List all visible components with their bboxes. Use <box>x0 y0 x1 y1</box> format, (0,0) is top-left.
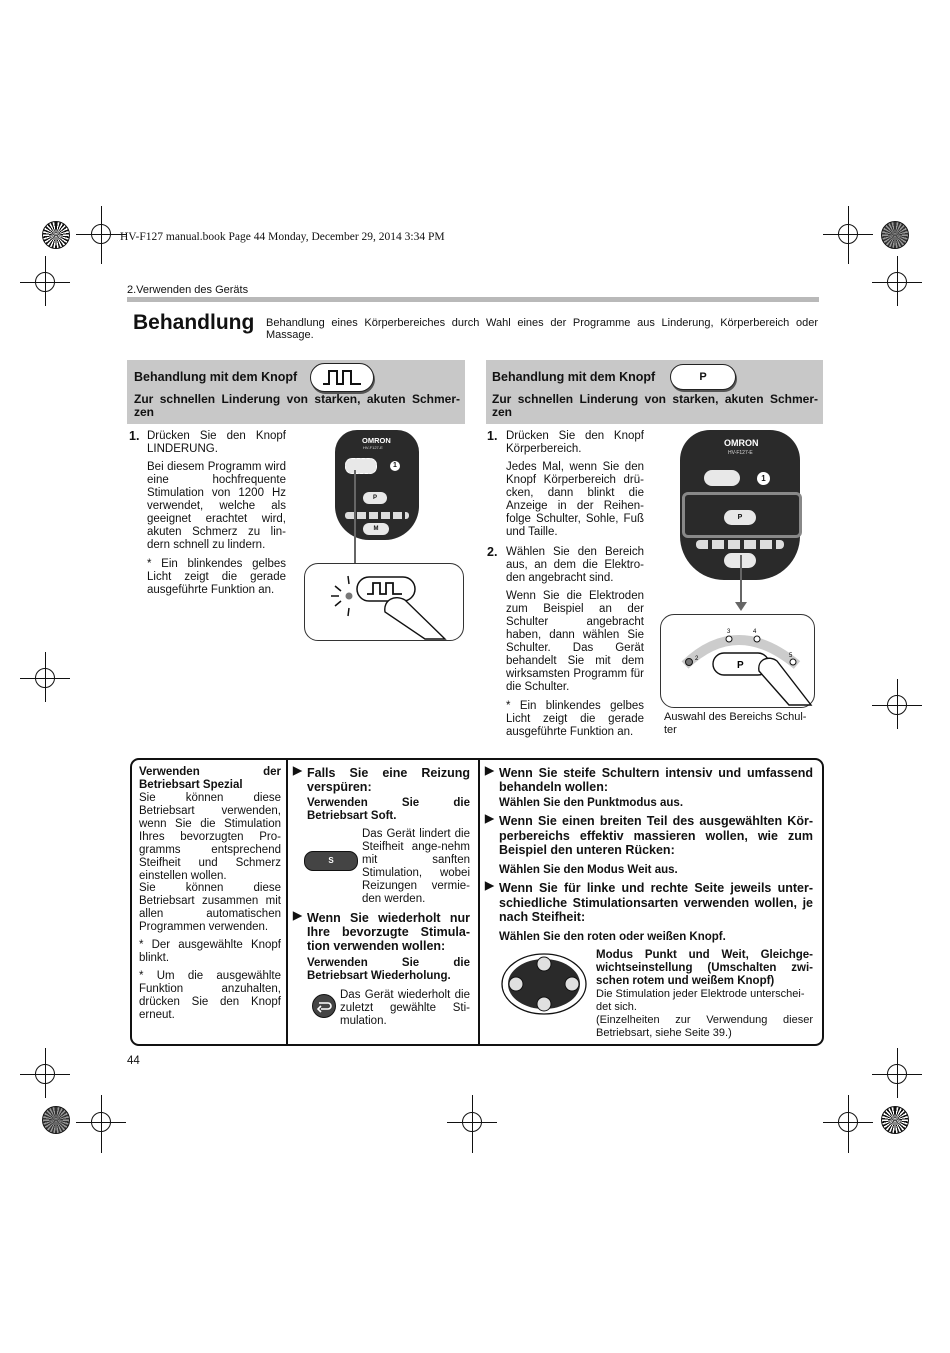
right-step2-heading: Wählen Sie den Bereich aus, an dem die Elektro-den angebracht sind. <box>506 546 644 584</box>
area-number-label: 5 <box>789 653 793 659</box>
pointer-arrowhead <box>735 602 747 611</box>
power-button <box>757 472 770 485</box>
arrow-icon: ▶ <box>485 813 494 825</box>
arrow-icon: ▶ <box>293 765 302 777</box>
illustration-caption: Auswahl des Bereichs Schul-ter <box>664 711 807 736</box>
right-step1-heading: Drücken Sie den Knopf Körperbereich. <box>506 430 644 455</box>
red-white-instruction: Wählen Sie den roten oder weißen Knopf. <box>499 931 726 943</box>
p-button-small <box>724 510 756 525</box>
registration-sunburst <box>881 1106 909 1134</box>
left-box-subtitle: Zur schnellen Linderung von starken, akuten Schmer-zen <box>134 392 460 419</box>
right-box-subtitle: Zur schnellen Linderung von starken, akuten Schmer-zen <box>492 392 818 419</box>
area-number-label: 4 <box>753 629 757 635</box>
intro-text: Behandlung eines Körperbereiches durch Wahl eines der Programme aus Linderung, Körperbereich oder Massage. <box>266 317 818 341</box>
registration-sunburst <box>881 221 909 249</box>
special-mode-note: * Um die ausgewählte Funktion anzuhalten, drücken Sie den Knopf erneut. <box>139 970 281 1021</box>
arrow-icon: ▶ <box>485 880 494 892</box>
power-label: 1 <box>393 462 397 469</box>
right-note: * Ein blinkendes gelbes Licht zeigt die gerade ausgeführte Funktion an. <box>506 700 644 738</box>
power-button <box>390 461 400 471</box>
stiff-shoulders-heading: Wenn Sie steife Schultern intensiv und umfassend behandeln wollen: <box>499 766 813 794</box>
pointer-arrow <box>740 555 742 605</box>
left-note: * Ein blinkendes gelbes Licht zeigt die gerade ausgeführte Funktion an. <box>147 558 286 596</box>
linderung-button-small <box>704 470 740 486</box>
special-mode-text: Sie können diese Betriebsart zusammen mit allen automatischen Programmen verwenden. <box>139 882 281 933</box>
brand-logo: OMRON <box>362 436 391 445</box>
model-label: HV-F127-E <box>363 445 383 450</box>
arrow-icon: ▶ <box>485 765 494 777</box>
remote-control-illustration <box>335 430 419 540</box>
area-number-label: 3 <box>727 629 731 635</box>
page-number: 44 <box>127 1055 140 1067</box>
left-step1-heading: Drücken Sie den Knopf LINDERUNG. <box>147 430 286 455</box>
brand-logo: OMRON <box>724 438 759 448</box>
registration-sunburst <box>42 221 70 249</box>
power-label: 1 <box>761 474 766 483</box>
repeat-mode-text: Das Gerät wiederholt die zuletzt gewählte Sti-mulation. <box>340 989 470 1027</box>
file-info-line: HV-F127 manual.book Page 44 Monday, December 29, 2014 3:34 PM <box>120 231 445 243</box>
mode-description-reference: (Einzelheiten zur Verwendung dieser Betriebsart, siehe Seite 39.) <box>596 1014 813 1039</box>
p-button-label: P <box>699 371 707 383</box>
pointer-arrow <box>354 470 356 570</box>
page-title: Behandlung <box>133 311 255 334</box>
soft-mode-text <box>307 828 470 906</box>
button-press-illustration <box>304 563 464 641</box>
mode-buttons-row <box>696 540 784 549</box>
body-part-button-icon <box>670 364 736 390</box>
column-divider <box>478 760 480 1044</box>
soft-mode-instruction: Verwenden Sie die Betriebsart Soft. <box>307 797 470 822</box>
arrow-icon: ▶ <box>293 910 302 922</box>
repeat-heading: Wenn Sie wiederholt nur Ihre bevorzugte Stimula-tion verwenden wollen: <box>307 911 470 953</box>
registration-sunburst <box>42 1106 70 1134</box>
left-step1-number: 1. <box>129 429 140 443</box>
special-mode-heading: Verwenden der Betriebsart Spezial <box>139 766 281 791</box>
p-button-small <box>363 492 387 504</box>
repeat-mode-instruction: Verwenden Sie die Betriebsart Wiederholung. <box>307 957 470 982</box>
right-step1-number: 1. <box>487 429 498 443</box>
mode-description-heading: Modus Punkt und Weit, Gleichge-wichtseinstellung (Umschalten zwi-schen rotem und weißem Knopf) <box>596 949 813 987</box>
left-right-heading: Wenn Sie für linke und rechte Seite jeweils unter-schiedliche Stimulationsarten verwenden wollen, je nach Steifheit: <box>499 881 813 924</box>
m-button-small <box>363 523 389 535</box>
p-label-small: P <box>372 495 377 501</box>
special-mode-note: * Der ausgewählte Knopf blinkt. <box>139 939 281 964</box>
tips-box <box>130 758 824 1046</box>
left-heading-box <box>127 360 465 424</box>
mode-dial-illustration <box>500 952 588 1016</box>
irritation-heading: Falls Sie eine Reizung verspüren: <box>307 766 470 794</box>
left-step1-body: Bei diesem Programm wird eine hochfrequente Stimulation von 1200 Hz verwendet, welche als geeignet erachtet wird, akuten Schmerz zu lin-dern schnell zu lindern. <box>147 461 286 551</box>
point-mode-instruction: Wählen Sie den Punktmodus aus. <box>499 797 684 809</box>
wide-mode-instruction: Wählen Sie den Modus Weit aus. <box>499 864 678 876</box>
soft-button-label: S <box>328 856 334 865</box>
right-step1-body: Jedes Mal, wenn Sie den Knopf Körperbereich drü-cken, dann blinkt die Anzeige in der Reihen-folge Schulter, Sohle, Fuß und Taille. <box>506 461 644 538</box>
linderung-button-small <box>345 458 377 474</box>
wide-area-heading: Wenn Sie einen breiten Teil des ausgewählten Kör-perbereichs effektiv massieren wollen, wie zum Beispiel den unteren Rücken: <box>499 814 813 857</box>
right-heading-box <box>486 360 823 424</box>
p-label-small: P <box>737 514 743 521</box>
right-box-title: Behandlung mit dem Knopf <box>492 370 656 384</box>
right-step2-body: Wenn Sie die Elektroden zum Beispiel an der Schulter angebracht haben, dann wählen Sie Schulter. Das Gerät behandelt Sie mit dem wirksamsten Programm für die Schulter. <box>506 590 644 693</box>
area-number-label: 2 <box>695 656 699 662</box>
right-step2-number: 2. <box>487 545 498 559</box>
column-divider <box>286 760 288 1044</box>
soft-mode-text-body: Das Gerät lindert die Steifheit ange-nehm mit sanften Stimulation, wobei Reizungen vermie-den werden. <box>362 828 470 905</box>
mode-description-text: Die Stimulation jeder Elektrode unterschei-det sich. <box>596 988 805 1013</box>
model-label: HV-F127-E <box>728 450 753 456</box>
p-button-glyph: P <box>737 660 744 671</box>
section-heading: 2.Verwenden des Geräts <box>127 284 249 296</box>
special-mode-text: Sie können diese Betriebsart verwenden, wenn Sie die Stimulation Ihres bevorzugten Pro-gramms entsprechend Steifheit und Schmerz einstellen wollen. <box>139 792 281 882</box>
repeat-button-icon <box>312 994 336 1018</box>
linderung-button-icon <box>310 363 374 392</box>
header-rule <box>127 297 819 302</box>
m-label-small: M <box>373 526 379 532</box>
body-part-selection-illustration <box>660 614 815 708</box>
left-box-title: Behandlung mit dem Knopf <box>134 370 298 384</box>
